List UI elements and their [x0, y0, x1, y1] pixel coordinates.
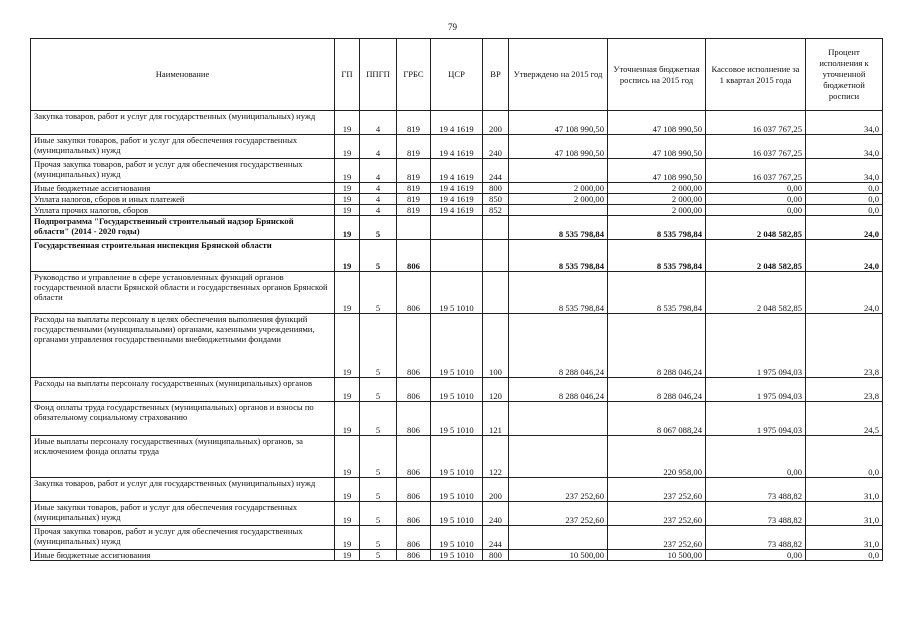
table-row [31, 194, 883, 205]
cell-grbs: 819 [397, 205, 431, 216]
cell-vr: 852 [483, 205, 509, 216]
cell-percent: 0,0 [806, 436, 883, 478]
cell-name: Государственная строительная инспекция Брянской области [31, 240, 335, 272]
cell-name: Иные бюджетные ассигнования [31, 550, 335, 561]
header-percent: Процент исполнения к уточненной бюджетной росписи [806, 39, 883, 111]
cell-csr: 19 4 1619 [431, 205, 483, 216]
cell-refined: 47 108 990,50 [608, 135, 706, 159]
cell-percent: 24,0 [806, 216, 883, 240]
cell-vr: 240 [483, 135, 509, 159]
cell-refined: 8 288 046,24 [608, 378, 706, 402]
cell-csr: 19 5 1010 [431, 436, 483, 478]
cell-vr [483, 272, 509, 314]
cell-ppgp: 4 [360, 159, 397, 183]
cell-cash: 73 488,82 [706, 478, 806, 502]
cell-cash: 73 488,82 [706, 502, 806, 526]
cell-approved: 237 252,60 [509, 502, 608, 526]
cell-csr: 19 5 1010 [431, 378, 483, 402]
cell-refined: 8 535 798,84 [608, 272, 706, 314]
cell-percent: 0,0 [806, 194, 883, 205]
cell-refined: 2 000,00 [608, 205, 706, 216]
table-row [31, 159, 883, 183]
cell-vr: 121 [483, 402, 509, 436]
cell-grbs: 806 [397, 272, 431, 314]
budget-table [30, 38, 883, 561]
cell-csr [431, 216, 483, 240]
cell-grbs: 819 [397, 194, 431, 205]
cell-refined: 237 252,60 [608, 526, 706, 550]
cell-grbs: 819 [397, 111, 431, 135]
cell-vr: 244 [483, 159, 509, 183]
cell-vr [483, 216, 509, 240]
cell-name: Иные бюджетные ассигнования [31, 183, 335, 194]
page-number: 79 [448, 22, 457, 32]
cell-vr: 800 [483, 550, 509, 561]
table-header-row [31, 39, 883, 111]
cell-ppgp: 5 [360, 478, 397, 502]
cell-gp: 19 [335, 272, 360, 314]
cell-approved [509, 402, 608, 436]
cell-vr: 850 [483, 194, 509, 205]
cell-refined: 220 958,00 [608, 436, 706, 478]
cell-approved [509, 526, 608, 550]
cell-percent: 23,8 [806, 314, 883, 378]
cell-grbs: 819 [397, 183, 431, 194]
cell-grbs [397, 216, 431, 240]
cell-vr: 122 [483, 436, 509, 478]
cell-percent: 24,0 [806, 272, 883, 314]
cell-ppgp: 5 [360, 402, 397, 436]
cell-vr: 200 [483, 111, 509, 135]
cell-ppgp: 5 [360, 502, 397, 526]
header-name: Наименование [31, 39, 335, 111]
cell-name: Руководство и управление в сфере установленных функций органов государственной власти Брянской области и государственных органов Брянской области [31, 272, 335, 314]
cell-refined: 10 500,00 [608, 550, 706, 561]
cell-cash: 0,00 [706, 205, 806, 216]
header-gp: ГП [335, 39, 360, 111]
cell-gp: 19 [335, 240, 360, 272]
cell-ppgp: 4 [360, 205, 397, 216]
cell-approved [509, 436, 608, 478]
cell-refined: 237 252,60 [608, 478, 706, 502]
cell-cash: 16 037 767,25 [706, 159, 806, 183]
cell-percent: 31,0 [806, 478, 883, 502]
cell-name: Закупка товаров, работ и услуг для государственных (муниципальных) нужд [31, 478, 335, 502]
cell-vr: 240 [483, 502, 509, 526]
cell-cash: 1 975 094,03 [706, 402, 806, 436]
cell-gp: 19 [335, 526, 360, 550]
cell-refined: 8 067 088,24 [608, 402, 706, 436]
cell-name: Прочая закупка товаров, работ и услуг для обеспечения государственных (муниципальных) нужд [31, 159, 335, 183]
cell-approved: 2 000,00 [509, 183, 608, 194]
cell-grbs: 806 [397, 550, 431, 561]
cell-gp: 19 [335, 478, 360, 502]
cell-csr: 19 5 1010 [431, 502, 483, 526]
cell-percent: 0,0 [806, 205, 883, 216]
cell-vr: 200 [483, 478, 509, 502]
cell-grbs: 806 [397, 240, 431, 272]
cell-gp: 19 [335, 314, 360, 378]
cell-gp: 19 [335, 436, 360, 478]
cell-cash: 16 037 767,25 [706, 135, 806, 159]
cell-gp: 19 [335, 183, 360, 194]
header-approved: Утверждено на 2015 год [509, 39, 608, 111]
header-cash: Кассовое исполнение за 1 квартал 2015 года [706, 39, 806, 111]
cell-gp: 19 [335, 135, 360, 159]
table-row [31, 240, 883, 272]
cell-vr [483, 240, 509, 272]
cell-cash: 0,00 [706, 194, 806, 205]
cell-csr: 19 4 1619 [431, 194, 483, 205]
cell-approved: 8 535 798,84 [509, 272, 608, 314]
cell-csr: 19 4 1619 [431, 159, 483, 183]
cell-csr: 19 4 1619 [431, 111, 483, 135]
cell-refined: 2 000,00 [608, 183, 706, 194]
table-row [31, 526, 883, 550]
header-ppgp: ППГП [360, 39, 397, 111]
cell-grbs: 806 [397, 378, 431, 402]
cell-grbs: 806 [397, 526, 431, 550]
cell-cash: 0,00 [706, 436, 806, 478]
cell-name: Уплата налогов, сборов и иных платежей [31, 194, 335, 205]
cell-name: Расходы на выплаты персоналу государственных (муниципальных) органов [31, 378, 335, 402]
cell-refined: 8 535 798,84 [608, 216, 706, 240]
cell-name: Прочая закупка товаров, работ и услуг для обеспечения государственных (муниципальных) нужд [31, 526, 335, 550]
cell-ppgp: 4 [360, 135, 397, 159]
cell-csr: 19 5 1010 [431, 478, 483, 502]
cell-approved: 2 000,00 [509, 194, 608, 205]
cell-percent: 31,0 [806, 526, 883, 550]
cell-approved: 237 252,60 [509, 478, 608, 502]
cell-percent: 31,0 [806, 502, 883, 526]
cell-name: Уплата прочих налогов, сборов [31, 205, 335, 216]
cell-ppgp: 4 [360, 183, 397, 194]
cell-grbs: 806 [397, 402, 431, 436]
cell-approved: 10 500,00 [509, 550, 608, 561]
cell-refined: 8 288 046,24 [608, 314, 706, 378]
header-refined: Уточненная бюджетная роспись на 2015 год [608, 39, 706, 111]
cell-approved: 8 535 798,84 [509, 240, 608, 272]
cell-csr: 19 5 1010 [431, 402, 483, 436]
cell-csr [431, 240, 483, 272]
cell-csr: 19 5 1010 [431, 550, 483, 561]
cell-percent: 34,0 [806, 135, 883, 159]
cell-cash: 2 048 582,85 [706, 272, 806, 314]
cell-gp: 19 [335, 502, 360, 526]
cell-ppgp: 5 [360, 378, 397, 402]
cell-csr: 19 5 1010 [431, 272, 483, 314]
cell-csr: 19 5 1010 [431, 314, 483, 378]
cell-refined: 2 000,00 [608, 194, 706, 205]
cell-cash: 1 975 094,03 [706, 314, 806, 378]
cell-approved: 8 535 798,84 [509, 216, 608, 240]
cell-cash: 2 048 582,85 [706, 240, 806, 272]
cell-percent: 24,0 [806, 240, 883, 272]
cell-approved: 47 108 990,50 [509, 111, 608, 135]
cell-approved [509, 159, 608, 183]
cell-gp: 19 [335, 216, 360, 240]
table-body [31, 111, 883, 561]
cell-percent: 34,0 [806, 159, 883, 183]
cell-name: Иные выплаты персоналу государственных (муниципальных) органов, за исключением фонда оплаты труда [31, 436, 335, 478]
cell-cash: 0,00 [706, 550, 806, 561]
header-csr: ЦСР [431, 39, 483, 111]
cell-name: Иные закупки товаров, работ и услуг для обеспечения государственных (муниципальных) нужд [31, 502, 335, 526]
table-row [31, 111, 883, 135]
cell-percent: 23,8 [806, 378, 883, 402]
table-row [31, 502, 883, 526]
table-row [31, 135, 883, 159]
cell-percent: 24,5 [806, 402, 883, 436]
cell-percent: 0,0 [806, 550, 883, 561]
table-row [31, 550, 883, 561]
cell-name: Закупка товаров, работ и услуг для государственных (муниципальных) нужд [31, 111, 335, 135]
cell-percent: 0,0 [806, 183, 883, 194]
cell-approved: 8 288 046,24 [509, 378, 608, 402]
cell-gp: 19 [335, 159, 360, 183]
cell-cash: 2 048 582,85 [706, 216, 806, 240]
cell-ppgp: 5 [360, 526, 397, 550]
cell-grbs: 806 [397, 502, 431, 526]
table-row [31, 272, 883, 314]
cell-ppgp: 5 [360, 272, 397, 314]
cell-vr: 800 [483, 183, 509, 194]
cell-gp: 19 [335, 378, 360, 402]
header-grbs: ГРБС [397, 39, 431, 111]
cell-ppgp: 4 [360, 194, 397, 205]
table-row [31, 216, 883, 240]
table-row [31, 378, 883, 402]
cell-ppgp: 5 [360, 436, 397, 478]
cell-csr: 19 4 1619 [431, 135, 483, 159]
table-row [31, 478, 883, 502]
table-row [31, 314, 883, 378]
cell-csr: 19 4 1619 [431, 183, 483, 194]
cell-ppgp: 5 [360, 550, 397, 561]
cell-cash: 1 975 094,03 [706, 378, 806, 402]
table-row [31, 183, 883, 194]
cell-cash: 16 037 767,25 [706, 111, 806, 135]
table-row [31, 436, 883, 478]
cell-approved: 47 108 990,50 [509, 135, 608, 159]
cell-gp: 19 [335, 205, 360, 216]
cell-vr: 100 [483, 314, 509, 378]
cell-ppgp: 4 [360, 111, 397, 135]
cell-gp: 19 [335, 194, 360, 205]
cell-gp: 19 [335, 550, 360, 561]
cell-vr: 244 [483, 526, 509, 550]
table-row [31, 402, 883, 436]
cell-approved [509, 205, 608, 216]
header-vr: ВР [483, 39, 509, 111]
cell-vr: 120 [483, 378, 509, 402]
cell-gp: 19 [335, 111, 360, 135]
cell-percent: 34,0 [806, 111, 883, 135]
cell-name: Подпрограмма "Государственный строительный надзор Брянской области" (2014 - 2020 годы) [31, 216, 335, 240]
cell-name: Фонд оплаты труда государственных (муниципальных) органов и взносы по обязательному социальному страхованию [31, 402, 335, 436]
cell-refined: 8 535 798,84 [608, 240, 706, 272]
cell-grbs: 806 [397, 436, 431, 478]
cell-refined: 47 108 990,50 [608, 159, 706, 183]
cell-grbs: 819 [397, 159, 431, 183]
cell-name: Иные закупки товаров, работ и услуг для обеспечения государственных (муниципальных) нужд [31, 135, 335, 159]
cell-grbs: 819 [397, 135, 431, 159]
cell-ppgp: 5 [360, 240, 397, 272]
table-row [31, 205, 883, 216]
cell-grbs: 806 [397, 478, 431, 502]
cell-cash: 0,00 [706, 183, 806, 194]
cell-gp: 19 [335, 402, 360, 436]
cell-ppgp: 5 [360, 216, 397, 240]
cell-cash: 73 488,82 [706, 526, 806, 550]
cell-ppgp: 5 [360, 314, 397, 378]
cell-name: Расходы на выплаты персоналу в целях обеспечения выполнения функций государственными (муниципальными) органами, казенными учреждениями, органами управления государственными внебюджетными фондами [31, 314, 335, 378]
cell-refined: 47 108 990,50 [608, 111, 706, 135]
cell-csr: 19 5 1010 [431, 526, 483, 550]
cell-refined: 237 252,60 [608, 502, 706, 526]
cell-grbs: 806 [397, 314, 431, 378]
cell-approved: 8 288 046,24 [509, 314, 608, 378]
